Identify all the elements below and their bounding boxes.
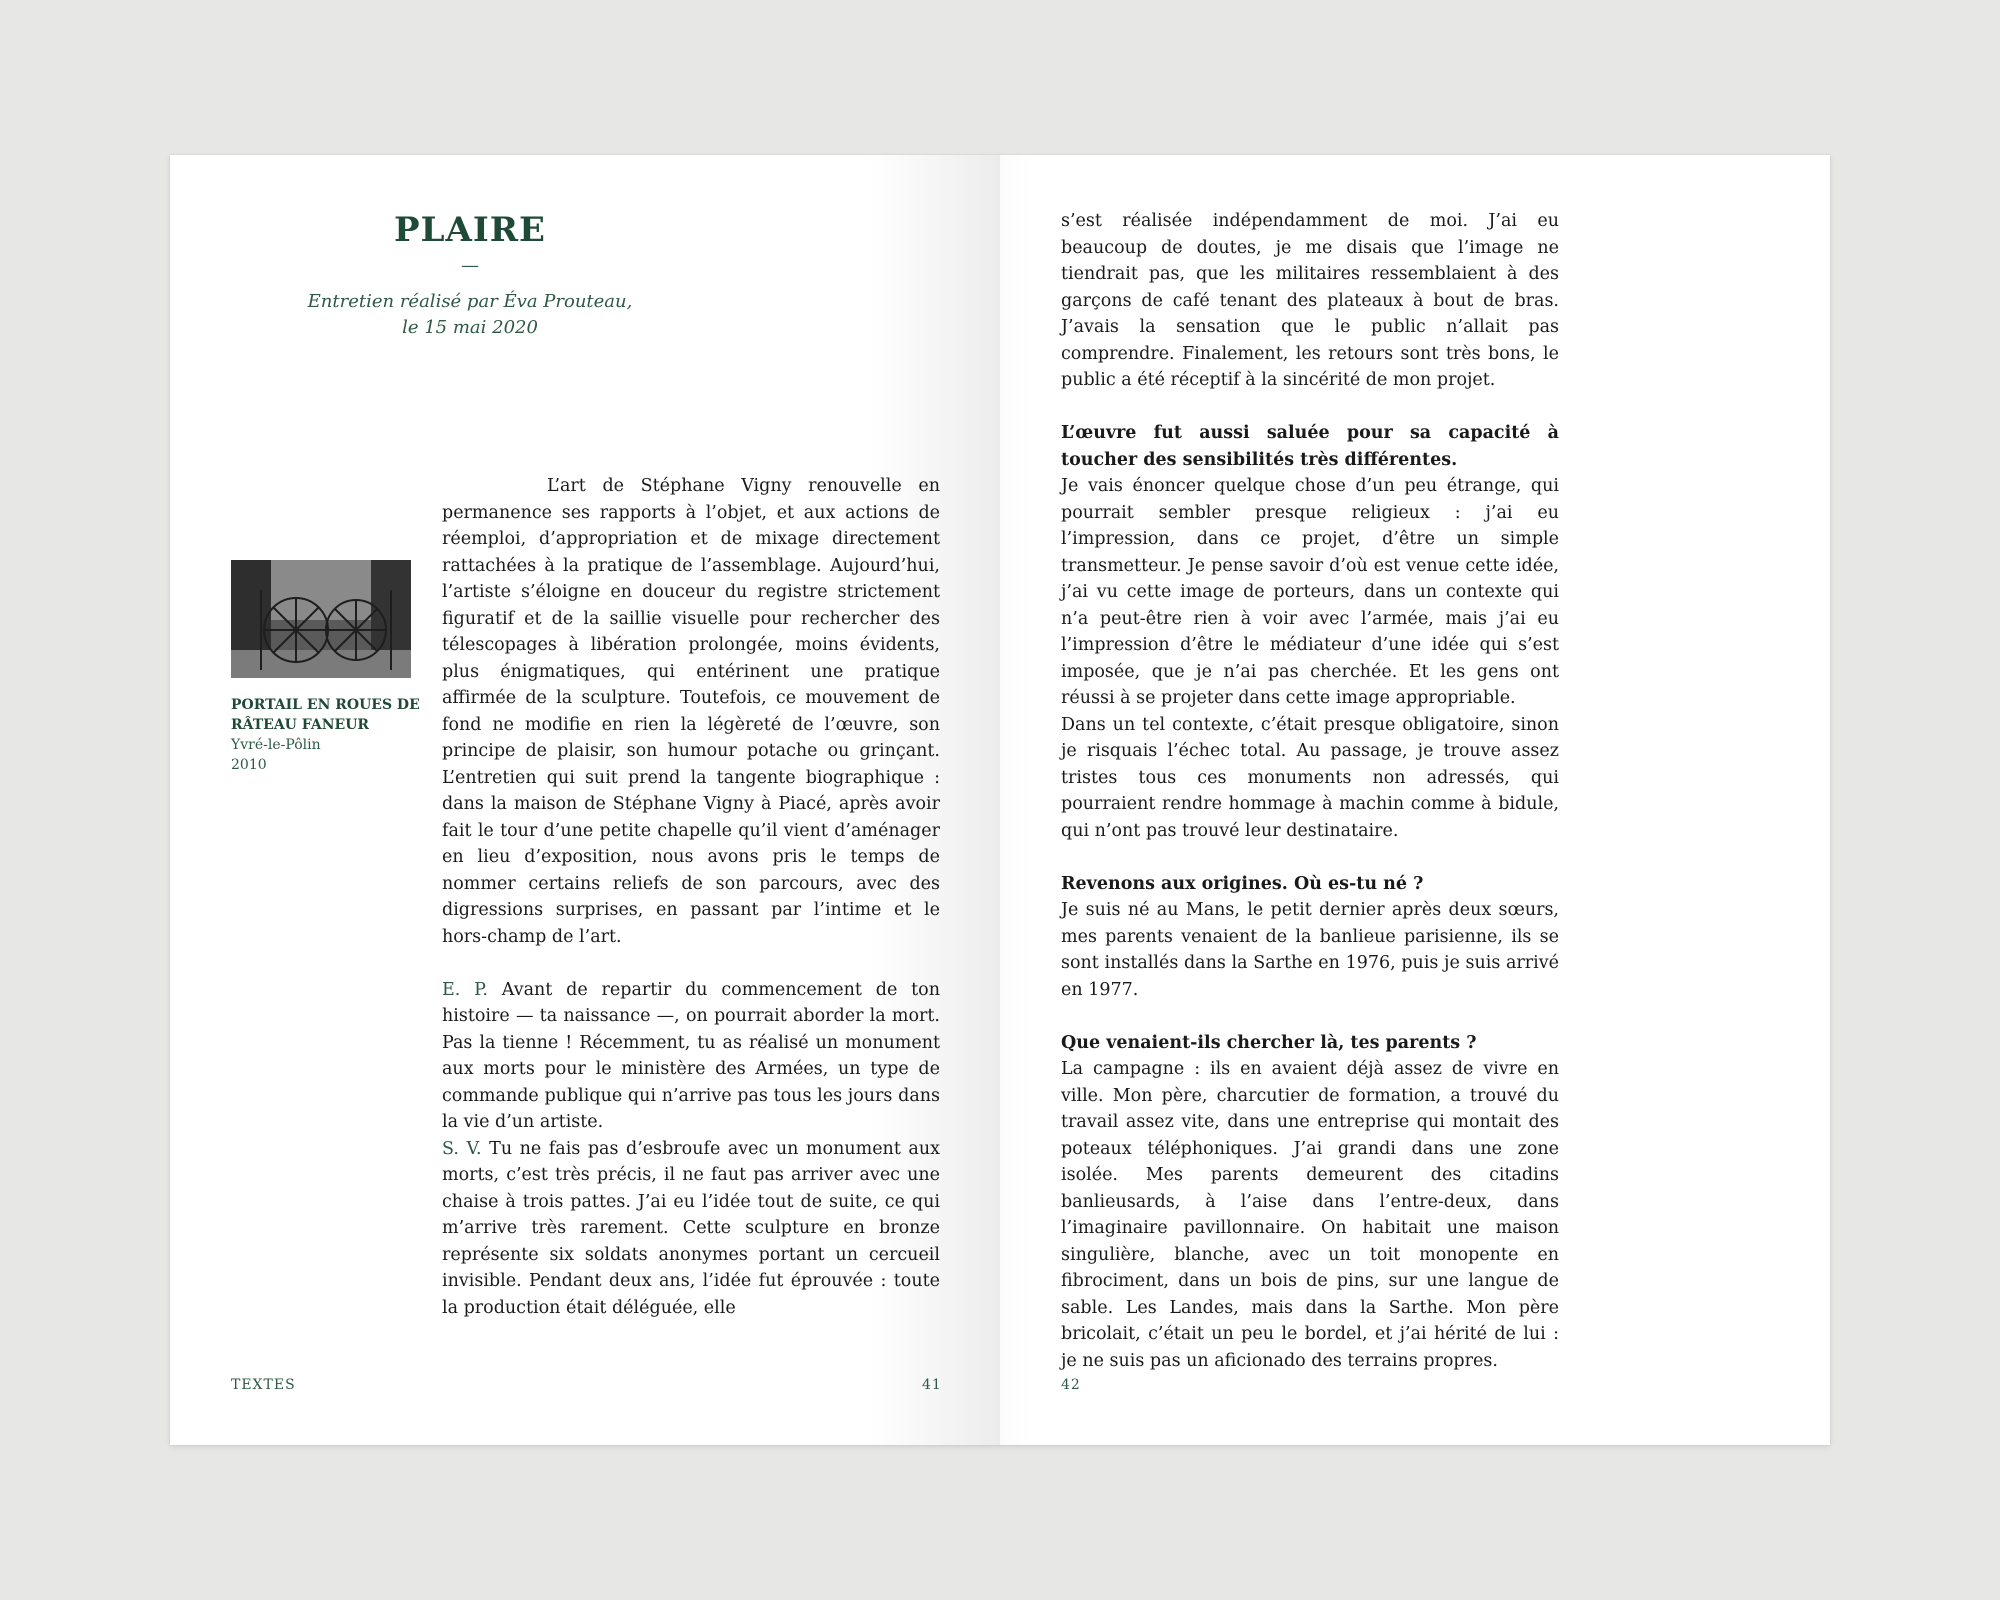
question-1: L’œuvre fut aussi saluée pour sa capacité à toucher des sensibilités très différentes. [1061,423,1559,470]
question-paragraph [442,977,940,1136]
page-number-right: 42 [1061,1377,1081,1393]
byline-author: Entretien réalisé par Éva Prouteau, [307,291,633,312]
byline [170,289,770,341]
gate-photo-illustration [231,560,411,678]
interviewer-initials: E. P. [442,979,488,1000]
question-text: Avant de repartir du commencement de ton histoire — ta naissance —, on pourrait aborder la mort. Pas la tienne ! Récemment, tu as réalisé un monument aux morts pour le ministère des Armées, un type de commande publique qui n’arrive pas tous les jours dans la vie d’un artiste. [442,979,940,1132]
continued-paragraph: s’est réalisée indépendamment de moi. J’ai eu beaucoup de doutes, je me disais que l’image ne tiendrait pas, que les militaires ressemblaient à des garçons de café tenant des plateaux à bout de bras. J’avais la sensation que le public n’allait pas comprendre. Finalement, les retours sont très bons, le public a été réceptif à la sincérité de mon projet. [1061,211,1559,390]
byline-date: le 15 mai 2020 [402,317,538,338]
artist-initials: S. V. [442,1138,482,1159]
section-label: TEXTES [231,1377,296,1393]
caption-year: 2010 [231,757,267,773]
right-text-column [1061,208,1559,1374]
photo-caption [231,695,421,775]
answer-1-continued: Dans un tel contexte, c’était presque obligatoire, sinon je risquais l’échec total. Au passage, je trouve assez tristes tous ces monuments non adressés, qui pourraient rendre hommage à machin comme à bidule, qui n’ont pas trouvé leur destinataire. [1061,714,1559,841]
question-2: Revenons aux origines. Où es-tu né ? [1061,873,1424,894]
page-number-left: 41 [922,1377,942,1393]
answer-paragraph [442,1136,940,1322]
answer-text: Tu ne fais pas d’esbroufe avec un monument aux morts, c’est très précis, il ne faut pas arriver avec une chaise à trois pattes. J’ai eu l’idée tout de suite, ce qui m’arrive très rarement. Cette sculpture en bronze représente six soldats anonymes portant un cercueil invisible. Pendant deux ans, l’idée fut éprouvée : toute la production était déléguée, elle [442,1138,940,1318]
caption-place: Yvré-le-Pôlin [231,737,321,753]
photo-gate [231,560,411,678]
intro-paragraph: L’art de Stéphane Vigny renouvelle en permanence ses rapports à l’objet, et aux actions de réemploi, d’appropriation et de mixage directement rattachées à la pratique de l’assemblage. Aujourd’hui, l’artiste s’éloigne en douceur du registre strictement figuratif et de la saillie visuelle pour rechercher des télescopages à libération prolongée, moins évidents, plus énigmatiques, qui entérinent une pratique affirmée de la sculpture. Toutefois, ce mouvement de fond ne modifie en rien la légèreté de l’œuvre, son principe de plaisir, son humour potache ou grinçant. L’entretien qui suit prend la tangente biographique : dans la maison de Stéphane Vigny à Piacé, après avoir fait le tour d’une petite chapelle qu’il vient d’aménager en lieu d’exposition, nous avons pris le temps de nommer certains reliefs de son parcours, avec des digressions surprises, en passant par l’intime et le hors-champ de l’art. [442,476,940,947]
left-page [170,155,1000,1445]
left-text-column [442,473,940,1321]
answer-2: Je suis né au Mans, le petit dernier après deux sœurs, mes parents venaient de la banlieue parisienne, ils se sont installés dans la Sarthe en 1976, puis je suis arrivé en 1977. [1061,900,1559,1000]
title-dash: — [461,255,479,276]
caption-title-line-2: RÂTEAU FANEUR [231,717,370,733]
article-title: PLAIRE [394,210,546,250]
caption-title-line-1: PORTAIL EN ROUES DE [231,697,420,713]
answer-1: Je vais énoncer quelque chose d’un peu étrange, qui pourrait sembler presque religieux : j’ai eu l’impression, dans ce projet, d’être un simple transmetteur. Je pense savoir d’où est venue cette idée, j’ai vu cette image de porteurs, dans un contexte qui n’a peut-être rien à voir avec l’armée, mais j’ai eu l’impression d’être le médiateur d’une idée qui s’est imposée, que je n’ai pas cherchée. Et les gens ont réussi à se projeter dans cette image appropriable. [1061,476,1559,708]
right-page [1000,155,1830,1445]
answer-3: La campagne : ils en avaient déjà assez de vivre en ville. Mon père, charcutier de formation, a trouvé du travail assez vite, dans une entreprise qui montait des poteaux téléphoniques. J’ai grandi dans une zone isolée. Mes parents demeurent des citadins banlieusards, à l’aise dans l’entre-deux, dans l’imaginaire pavillonnaire. On habitait une maison singulière, blanche, avec un toit monopente en fibrociment, dans un bois de pins, sur une langue de sable. Les Landes, mais dans la Sarthe. Mon père bricolait, c’était un peu le bordel, et j’ai hérité de lui : je ne suis pas un aficionado des terrains propres. [1061,1059,1559,1371]
question-3: Que venaient-ils chercher là, tes parents ? [1061,1032,1477,1053]
book-spread [170,155,1830,1445]
